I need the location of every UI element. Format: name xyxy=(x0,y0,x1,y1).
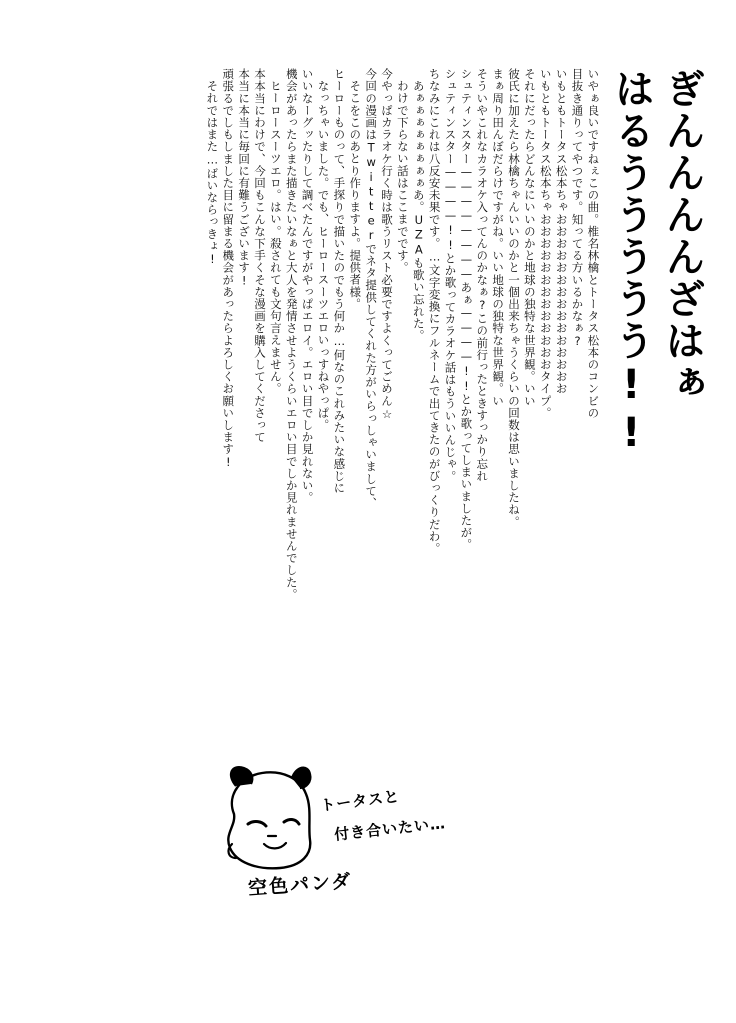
afterword-column: いもともトータス松本ちゃおおおおおおおおおおおおおおお xyxy=(554,68,569,395)
page-title-line-1: ぎんんんんざはぁ xyxy=(659,68,705,404)
doodle-handwriting-line-1: トータスと xyxy=(319,787,401,815)
afterword-column: いやぁ良いですねぇこの曲。椎名林檎とトータス松本のコンビの xyxy=(586,68,601,419)
afterword-column: 目抜き通りってやつです。知ってる方いるかなぁ? xyxy=(570,68,585,349)
afterword-column: ヒーローものって、手探りで描いたのでもう何か…何なのこれみたいな感じに xyxy=(332,68,347,494)
afterword-column: シュティンスター————————あぁ————!!とか歌ってしまいましたが。 xyxy=(459,68,474,551)
afterword-column: 頑張るでしもしました目に留まる機会があったらよろしくお願いします! xyxy=(221,68,236,470)
afterword-column: いいなーグッたりして調べたんですがやっぱエロイ。エロい目でしか見れない。 xyxy=(300,68,315,504)
afterword-column: まぁ周り田んぼだらけですがね。いい地球の独特な世界観。い xyxy=(491,68,506,407)
page-title-line-2: はるううううう!! xyxy=(608,68,655,458)
afterword-column: そこをこのあとり作りますよ。提供者様。 xyxy=(348,80,363,310)
panda-doodle-area xyxy=(196,756,496,946)
afterword-column: わけで下らない話はここまでです。 xyxy=(395,80,410,274)
afterword-column: それにだったらどんなにいいのかと地球の独特な世界観。いい xyxy=(522,68,537,407)
afterword-column: 本当に本当に毎回に有難うございます! xyxy=(237,68,252,289)
vertical-text-area xyxy=(60,68,708,708)
afterword-column: なっちゃいました。でも、ヒーロースーツエロいっすねやっぱ。 xyxy=(316,80,331,431)
doodle-handwriting-line-2: 付き合いたい… xyxy=(333,814,447,844)
afterword-column: 彼氏に加えたら林檎ちゃんいいのかと一個出来ちゃうくらいの回数は思いましたね。 xyxy=(507,68,522,528)
afterword-column: シュティンスター————!!とか歌ってカラオケ話はもういいんじゃ。 xyxy=(443,68,458,483)
afterword-column: 機会があったらまた描きたいなぁと大人を発情させようくらいエロい目でしか見れませんでした。 xyxy=(284,68,299,601)
afterword-column: いもともトータス松本ちゃおおおおおおおおおおおおおタイプ。 xyxy=(538,68,553,419)
afterword-column: 今回の漫画はTwitterでネタ提供してくれた方がいらっしゃいまして、 xyxy=(364,68,379,509)
afterword-column: ちなみにこれは八反安未果です。…文字変換にフルネームで出てきたのがびっくりだわ。 xyxy=(427,68,442,555)
afterword-column: あぁぁぁぁぁぁぁぁあ。UZAも歌い忘れた。 xyxy=(411,80,426,342)
afterword-column: そういやこれなカラオケ入ってんのかなぁ?この前行ったときすっかり忘れ xyxy=(475,68,490,482)
panda-doodle-icon xyxy=(196,756,496,946)
afterword-column: 本本当にわけで、今回もこんな下手くそな漫画を購入してくださって xyxy=(253,68,268,444)
doodle-signature: 空色パンダ xyxy=(247,870,353,900)
afterword-column: 今やっぱカラオケ行く時は歌うリスト必要ですよくってごめん☆ xyxy=(380,68,395,422)
afterword-column: ヒーロースーツエロ。はい。殺されても文句言えません。 xyxy=(268,80,283,395)
afterword-column: それではまた…ばいならっきょ! xyxy=(205,80,220,267)
